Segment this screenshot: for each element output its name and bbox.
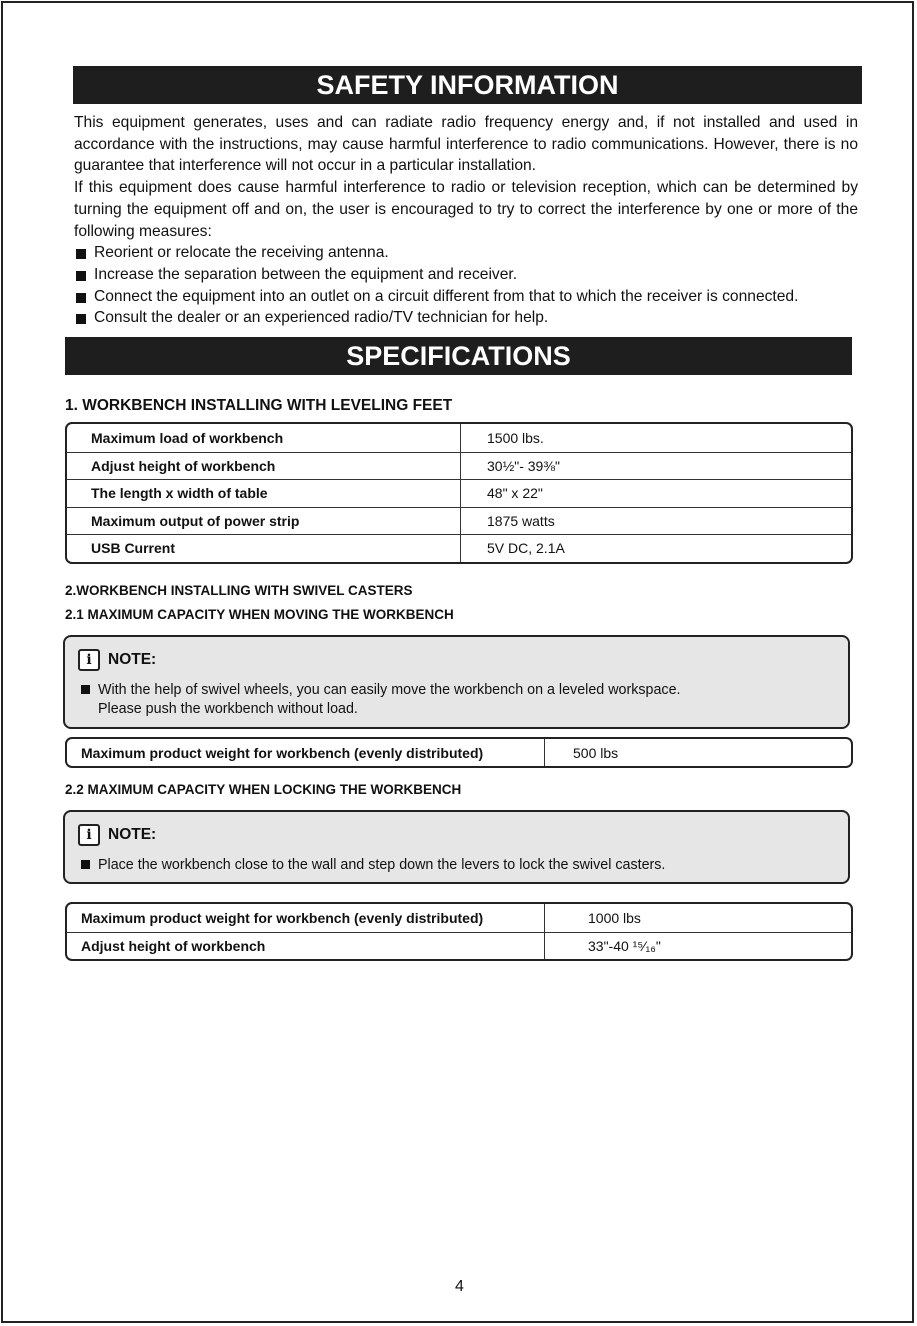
safety-paragraph-1: This equipment generates, uses and can radiate radio frequency energy and, if not installed and used in accordance with the instructions, may cause harmful interference to radio communications. However, there is no guarantee that interference will not occur in a particular installation. bbox=[74, 114, 858, 175]
leveling-feet-spec-table bbox=[65, 422, 853, 564]
spec-label: USB Current bbox=[67, 535, 461, 562]
note-header bbox=[78, 824, 156, 846]
section-2-2-heading: 2.2 MAXIMUM CAPACITY WHEN LOCKING THE WORKBENCH bbox=[65, 782, 462, 797]
table-row bbox=[67, 534, 851, 562]
spec-label: Adjust height of workbench bbox=[67, 453, 461, 480]
spec-value: 5V DC, 2.1A bbox=[487, 540, 565, 557]
table-row bbox=[67, 424, 851, 452]
manual-page bbox=[1, 1, 914, 1323]
safety-information-banner: SAFETY INFORMATION bbox=[73, 66, 862, 104]
section-1-heading: 1. WORKBENCH INSTALLING WITH LEVELING FEET bbox=[65, 397, 453, 414]
page-number: 4 bbox=[455, 1278, 464, 1295]
safety-text bbox=[74, 112, 858, 329]
measure-item: Consult the dealer or an experienced radio/TV technician for help. bbox=[74, 307, 858, 329]
measure-item: Connect the equipment into an outlet on a circuit different from that to which the receiver is connected. bbox=[74, 286, 858, 308]
spec-value: 1500 lbs. bbox=[487, 429, 544, 446]
spec-label: Maximum output of power strip bbox=[67, 508, 461, 535]
measure-item: Reorient or relocate the receiving antenna. bbox=[74, 242, 858, 264]
section-2-heading: 2.WORKBENCH INSTALLING WITH SWIVEL CASTERS bbox=[65, 583, 413, 598]
safety-paragraph-2: If this equipment does cause harmful interference to radio or television reception, which can be determined by turning the equipment off and on, the user is encouraged to try to correct the interference by one or more of the following measures: bbox=[74, 179, 858, 240]
moving-capacity-table bbox=[65, 737, 853, 768]
spec-value: 48" x 22" bbox=[487, 485, 543, 502]
note-line: With the help of swivel wheels, you can easily move the workbench on a leveled workspace. bbox=[81, 681, 681, 700]
spec-label: Adjust height of workbench bbox=[67, 933, 545, 960]
spec-value: 33"-40 ¹⁵⁄₁₆" bbox=[588, 937, 661, 954]
locking-note-box bbox=[63, 810, 850, 884]
spec-label: Maximum load of workbench bbox=[67, 424, 461, 452]
spec-label: The length x width of table bbox=[67, 480, 461, 507]
section-2-1-heading: 2.1 MAXIMUM CAPACITY WHEN MOVING THE WORKBENCH bbox=[65, 607, 454, 622]
moving-note-box bbox=[63, 635, 850, 729]
table-row bbox=[67, 932, 851, 960]
table-row bbox=[67, 739, 851, 766]
note-title: NOTE: bbox=[108, 651, 157, 668]
note-title: NOTE: bbox=[108, 826, 157, 843]
info-icon: i bbox=[78, 649, 100, 671]
table-row bbox=[67, 452, 851, 480]
spec-value: 30½"- 39⅜" bbox=[487, 457, 560, 474]
spec-value: 500 lbs bbox=[573, 744, 619, 761]
specifications-banner: SPECIFICATIONS bbox=[65, 337, 852, 375]
note-line: Please push the workbench without load. bbox=[98, 701, 358, 717]
spec-value: 1875 watts bbox=[487, 512, 555, 529]
note-header bbox=[78, 649, 156, 671]
note-line: Place the workbench close to the wall and step down the levers to lock the swivel casters. bbox=[81, 856, 665, 875]
spec-label: Maximum product weight for workbench (evenly distributed) bbox=[67, 904, 545, 932]
note-text bbox=[81, 681, 681, 719]
info-icon: i bbox=[78, 824, 100, 846]
spec-value: 1000 lbs bbox=[588, 909, 641, 926]
spec-label: Maximum product weight for workbench (evenly distributed) bbox=[67, 739, 545, 766]
table-row bbox=[67, 507, 851, 535]
note-text bbox=[81, 856, 665, 875]
table-row bbox=[67, 904, 851, 932]
measures-list bbox=[74, 242, 858, 329]
locking-capacity-table bbox=[65, 902, 853, 961]
table-row bbox=[67, 479, 851, 507]
measure-item: Increase the separation between the equipment and receiver. bbox=[74, 264, 858, 286]
